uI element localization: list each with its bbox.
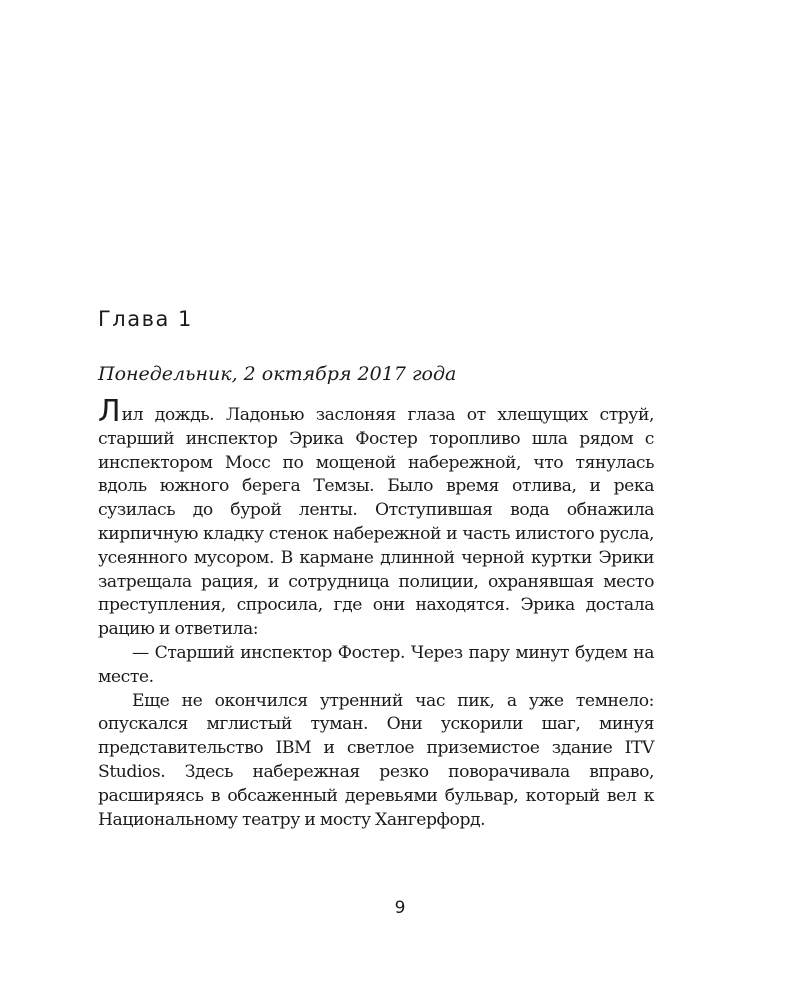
body-text: [98, 394, 654, 832]
paragraph-1: [98, 394, 654, 642]
page-number: 9: [394, 898, 406, 918]
paragraph-3: Еще не окончился утренний час пик, а уже темнело: опускался мглистый туман. Они ускорили шаг, минуя представительство IBM и светлое приземистое здание ITV Studios. Здесь набережная резко поворачивала вправо, расширяясь в обсаженный деревьями бульвар, который вел к Национальному театру и мосту Хангерфорд.: [98, 690, 654, 830]
drop-cap: Л: [98, 394, 121, 429]
chapter-title: Глава 1: [98, 307, 193, 331]
chapter-date: Понедельник, 2 октября 2017 года: [98, 363, 457, 385]
paragraph-1-text: ил дождь. Ладонью заслоняя глаза от хлещущих струй, старший инспектор Эрика Фостер торопливо шла рядом с инспектором Мосс по мощеной набережной, что тянулась вдоль южного берега Темзы. Было время отлива, и река сузилась до бурой ленты. Отступившая вода обнажила кирпичную кладку стенок набережной и часть илистого русла, усеянного мусором. В кармане длинной черной куртки Эрики затрещала рация, и сотрудница полиции, охранявшая место преступления, спросила, где они находятся. Эрика достала рацию и ответила:: [98, 405, 654, 640]
paragraph-2: — Старший инспектор Фостер. Через пару минут будем на месте.: [98, 642, 654, 687]
